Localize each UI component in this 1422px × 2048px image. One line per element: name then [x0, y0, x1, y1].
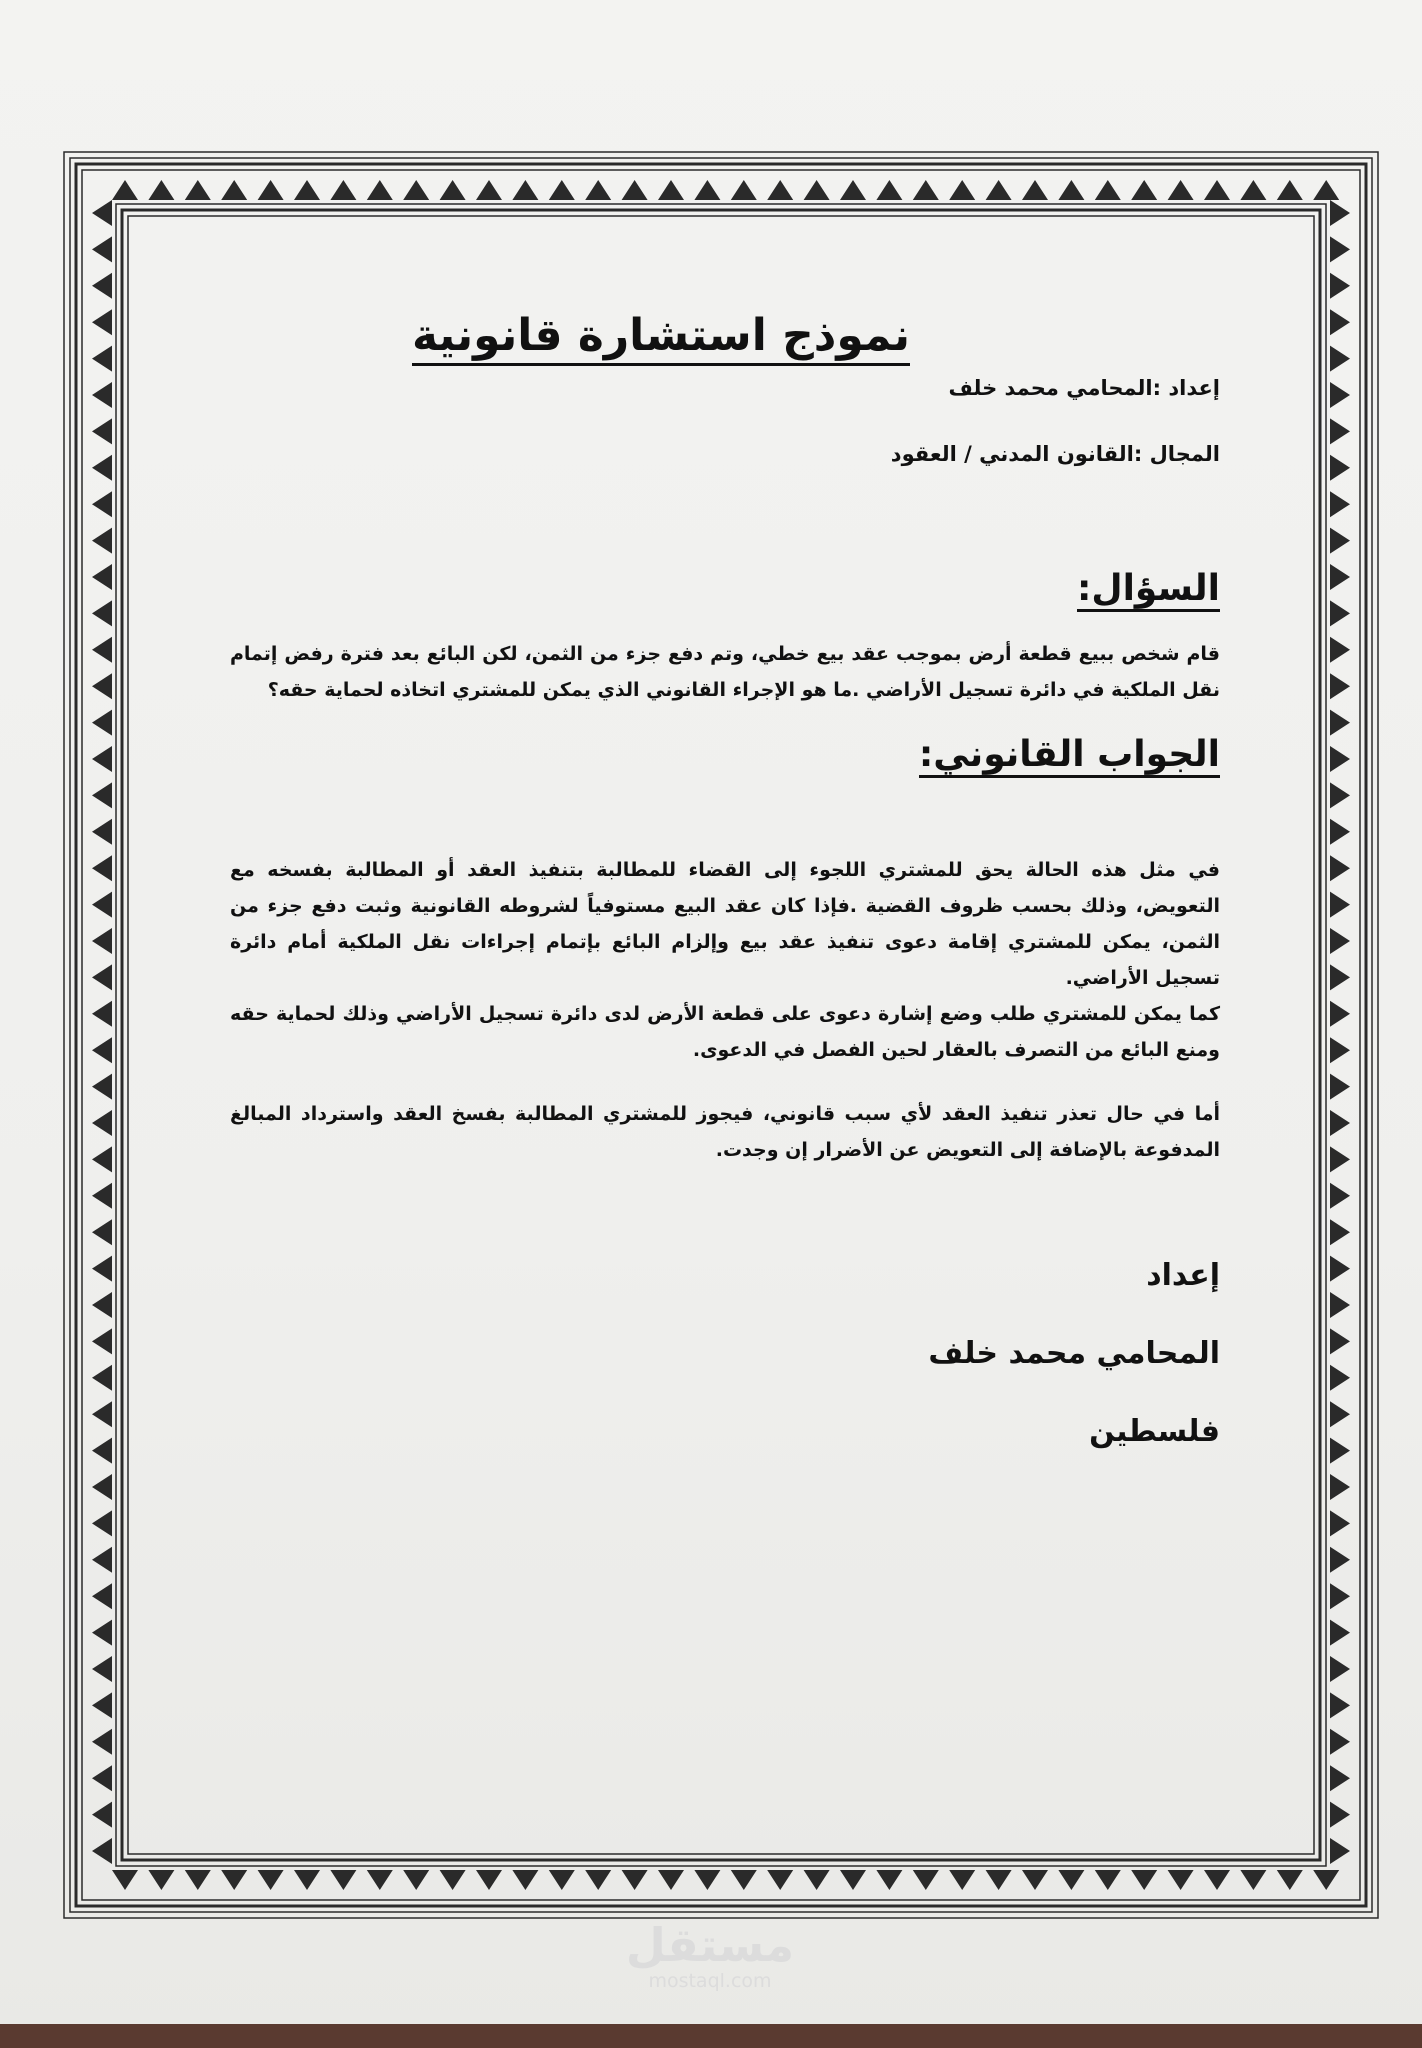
- signature-name: المحامي محمد خلف: [928, 1336, 1220, 1371]
- answer-paragraph-3: أما في حال تعذر تنفيذ العقد لأي سبب قانوني، فيجوز للمشتري المطالبة بفسخ العقد واسترداد المبالغ المدفوعة بالإضافة إلى التعويض عن الأضرار إن وجدت.: [230, 1103, 1220, 1161]
- desk-surface: [0, 2024, 1422, 2048]
- answer-heading: الجواب القانوني:: [919, 734, 1220, 778]
- question-heading: السؤال:: [1077, 568, 1220, 612]
- watermark-latin: mostaql.com: [648, 1970, 772, 1992]
- signature-place: فلسطين: [1089, 1414, 1220, 1449]
- document-title: نموذج استشارة قانونية: [412, 310, 910, 366]
- document-body: [230, 300, 1220, 1500]
- answer-paragraph-2: كما يمكن للمشتري طلب وضع إشارة دعوى على قطعة الأرض لدى دائرة تسجيل الأراضي وذلك لحماية حقه ومنع البائع من التصرف بالعقار لحين الفصل في الدعوى.: [230, 1003, 1220, 1061]
- answer-paragraph-1: في مثل هذه الحالة يحق للمشتري اللجوء إلى القضاء للمطالبة بتنفيذ العقد أو المطالبة بفسخه مع التعويض، وذلك بحسب ظروف القضية .فإذا كان عقد البيع مستوفياً لشروطه القانونية وثبت دفع جزء من الثمن، يمكن للمشتري إقامة دعوى تنفيذ عقد بيع وإلزام البائع بإتمام إجراءات نقل الملكية أمام دائرة تسجيل الأراضي.: [230, 859, 1220, 989]
- prepared-by-line: إعداد :المحامي محمد خلف: [948, 376, 1220, 400]
- mostaql-watermark: [600, 1920, 820, 1992]
- signature-label: إعداد: [1146, 1258, 1220, 1293]
- field-line: المجال :القانون المدني / العقود: [890, 442, 1220, 466]
- watermark-arabic: مستقل: [625, 1918, 795, 1972]
- question-text: قام شخص ببيع قطعة أرض بموجب عقد بيع خطي، وتم دفع جزء من الثمن، لكن البائع بعد فترة رفض إتمام نقل الملكية في دائرة تسجيل الأراضي .ما هو الإجراء القانوني الذي يمكن للمشتري اتخاذه لحماية حقه؟: [230, 643, 1220, 701]
